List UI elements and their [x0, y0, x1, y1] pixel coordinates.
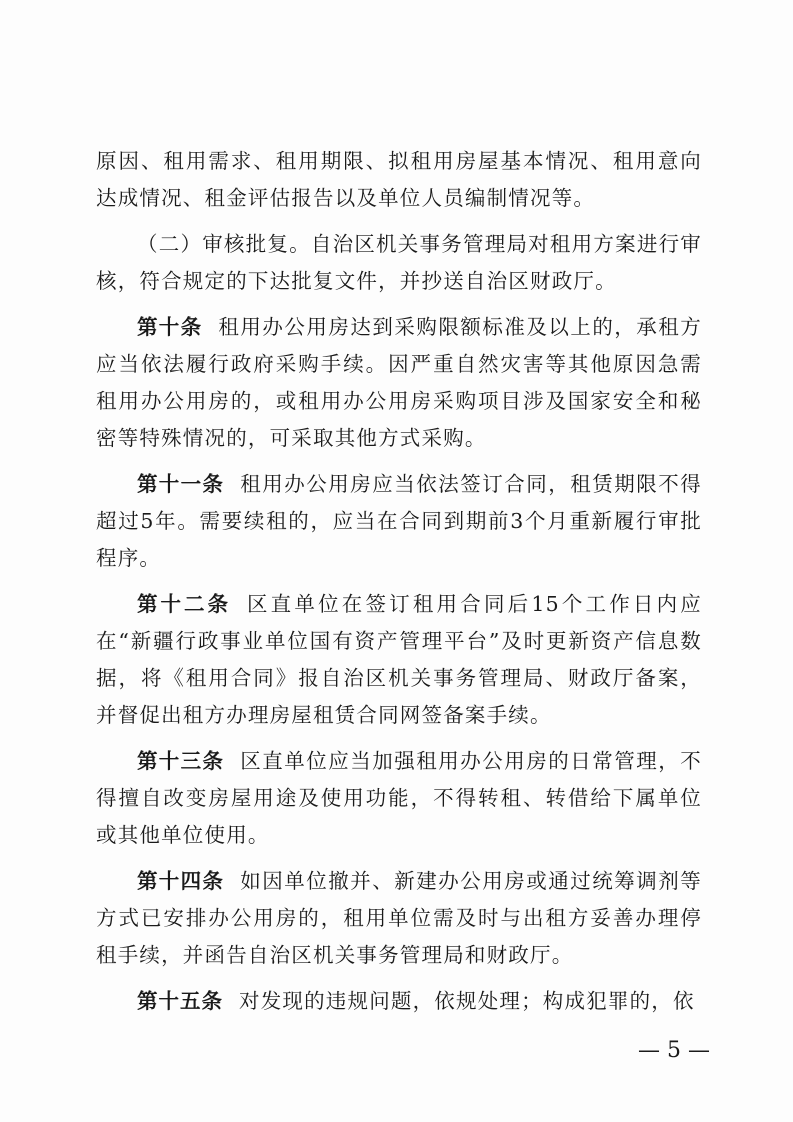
article-13 — [96, 743, 702, 854]
article-heading: 第十四条 — [137, 869, 225, 893]
paragraph-review-approval — [96, 226, 702, 300]
article-heading: 第十五条 — [137, 989, 223, 1013]
article-heading: 第十一条 — [137, 472, 225, 496]
paragraph-text: 原因、租用需求、租用期限、拟租用房屋基本情况、租用意向达成情况、租金评估报告以及单位人员编制情况等。 — [96, 149, 702, 210]
article-text: 租用办公用房达到采购限额标准及以上的，承租方应当依法履行政府采购手续。因严重自然灾害等其他原因急需租用办公用房的，或租用办公用房采购项目涉及国家安全和秘密等特殊情况的，可采取其他方式采购。 — [96, 315, 702, 450]
document-body — [96, 143, 702, 1029]
article-text: 区直单位在签订租用合同后15个工作日内应在“新疆行政事业单位国有资产管理平台”及时更新资产信息数据，将《租用合同》报自治区机关事务管理局、财政厅备案，并督促出租方办理房屋租赁合同网签备案手续。 — [96, 592, 702, 727]
article-heading: 第十三条 — [137, 749, 225, 773]
article-12 — [96, 586, 702, 734]
article-text: 如因单位撤并、新建办公用房或通过统筹调剂等方式已安排办公用房的，租用单位需及时与出租方妥善办理停租手续，并函告自治区机关事务管理局和财政厅。 — [96, 869, 702, 967]
article-10 — [96, 309, 702, 457]
article-15 — [96, 983, 702, 1020]
article-11 — [96, 466, 702, 577]
article-text: 区直单位应当加强租用办公用房的日常管理，不得擅自改变房屋用途及使用功能，不得转租、转借给下属单位或其他单位使用。 — [96, 749, 702, 847]
paragraph-continuation — [96, 143, 702, 217]
paragraph-text: （二）审核批复。自治区机关事务管理局对租用方案进行审核，符合规定的下达批复文件，并抄送自治区财政厅。 — [96, 232, 702, 293]
article-heading: 第十二条 — [137, 592, 231, 616]
article-text: 对发现的违规问题，依规处理；构成犯罪的，依 — [239, 989, 695, 1013]
page-number: — 5 — — [638, 1038, 710, 1063]
article-14 — [96, 863, 702, 974]
article-heading: 第十条 — [137, 315, 203, 339]
article-text: 租用办公用房应当依法签订合同，租赁期限不得超过5年。需要续租的，应当在合同到期前3个月重新履行审批程序。 — [96, 472, 702, 570]
